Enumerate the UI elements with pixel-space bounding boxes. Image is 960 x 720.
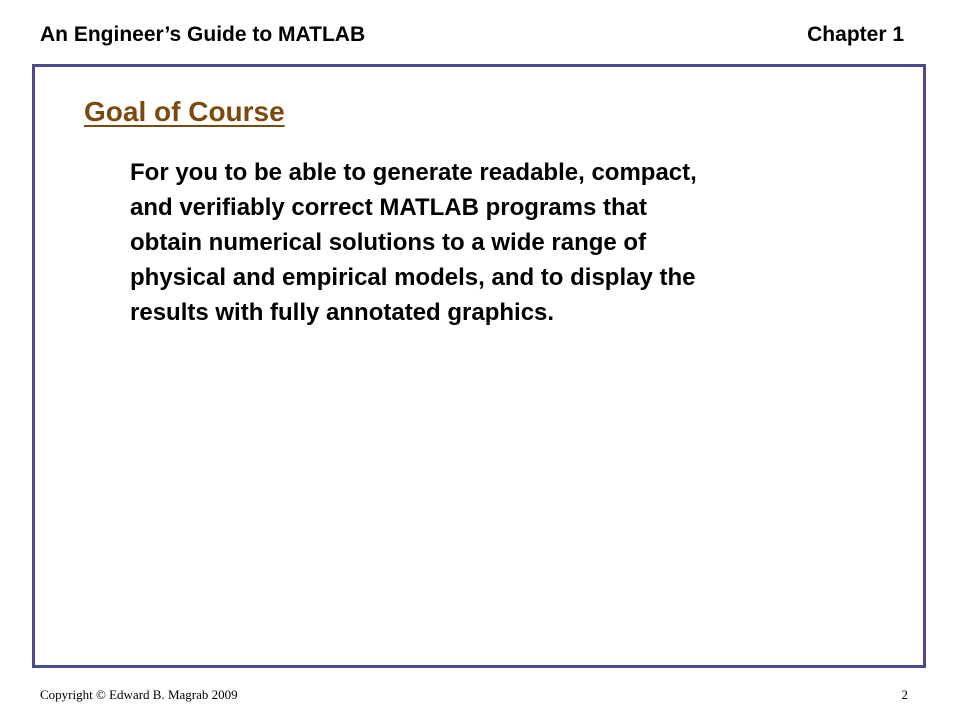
chapter-label: Chapter 1 — [807, 23, 904, 46]
copyright-notice: Copyright © Edward B. Magrab 2009 — [40, 687, 238, 702]
body-line: obtain numerical solutions to a wide range of — [130, 229, 647, 256]
body-line: results with fully annotated graphics. — [130, 299, 555, 326]
body-line: physical and empirical models, and to display the — [130, 264, 696, 291]
page-number: 2 — [901, 687, 908, 702]
book-title: An Engineer’s Guide to MATLAB — [40, 23, 366, 46]
slide-body — [130, 155, 840, 330]
slide-title: Goal of Course — [84, 96, 285, 127]
body-line: and verifiably correct MATLAB programs that — [130, 194, 647, 221]
body-line: For you to be able to generate readable, compact, — [130, 159, 697, 186]
